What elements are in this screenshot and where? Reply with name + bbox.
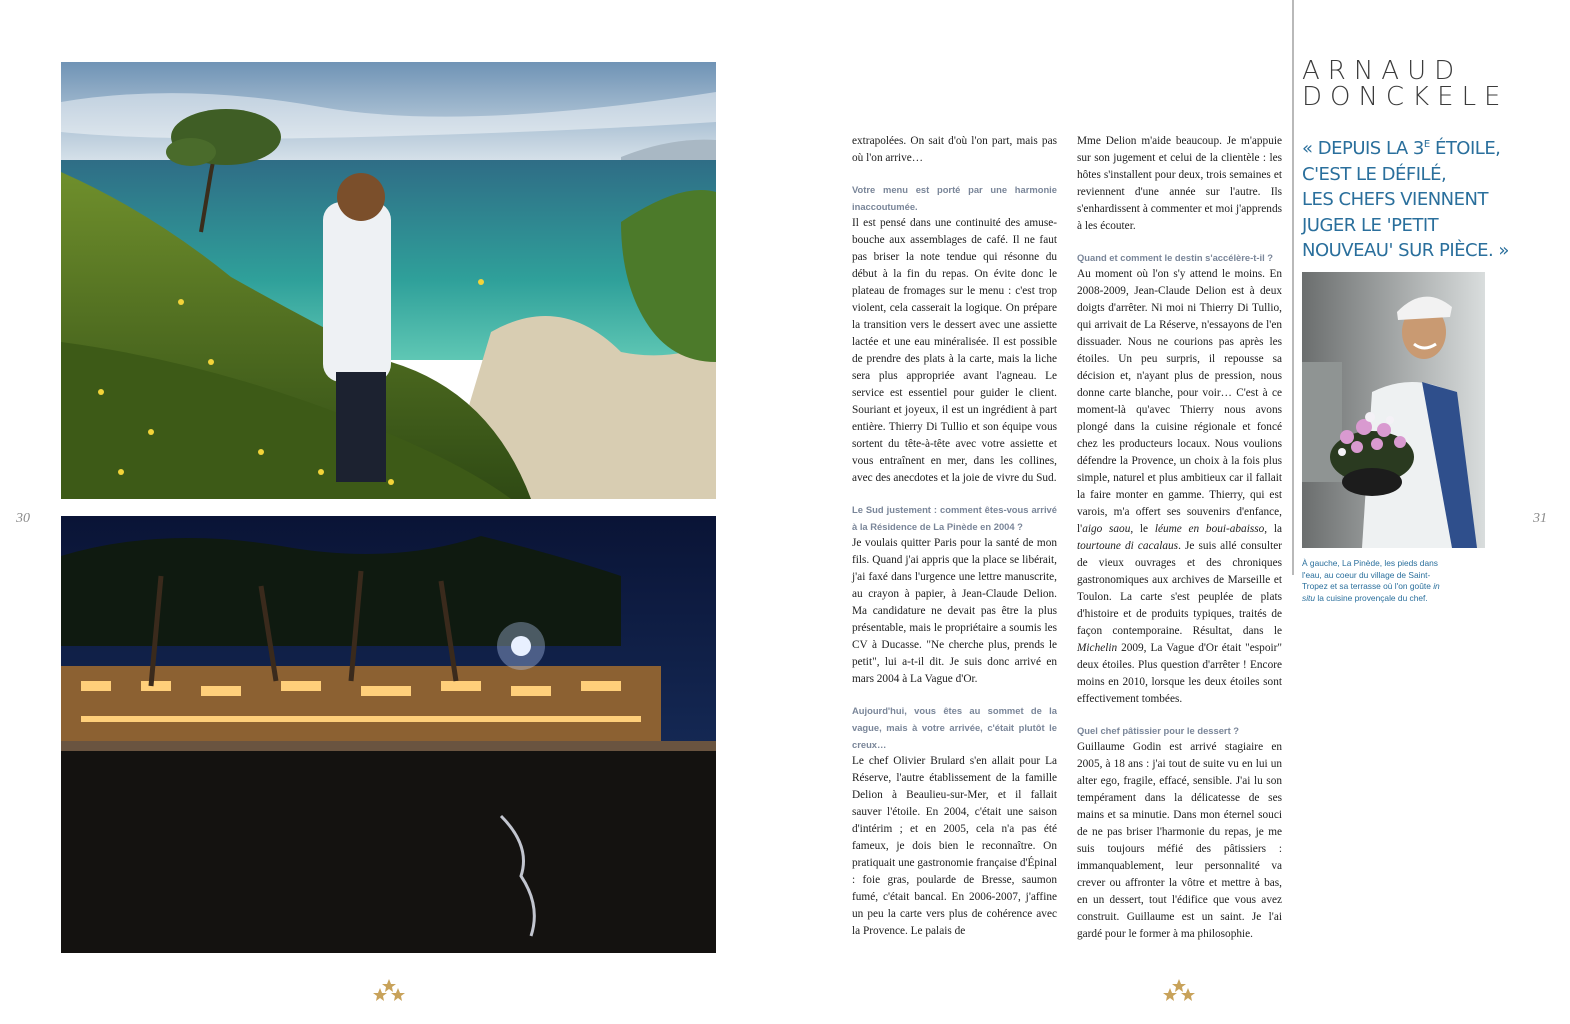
interview-answer: Le chef Olivier Brulard s'en allait pour La Réserve, l'autre établissement de la famille Delion à Beaulieu-sur-Mer, et il fallait sauver l'étoile. En 2004, c'était une saison d'intérim ; et en 2005, cela n'a pas été fameux, je dois bien le reconnaître. On pratiquait une gastronomie française d'Épinal : foie gras, poularde de Bresse, saumon fumé, c'était bancal. En 2006-2007, j'affine un peu la carte vers plus de cohérence avec la Provence. Le palais de — [852, 755, 1057, 937]
interview-answer: Au moment où l'on s'y attend le moins. En 2008-2009, Jean-Claude Delion est à deux doigts d'arrêter. Ni moi ni Thierry Di Tullio, qui arrivait de La Réserve, n'essayons de l'en dissuader. Nous ne courions pas après les étoiles. Un peu surpris, il repousse sa décision et, n'ayant plus de pression, nous donne carte blanche, pour voir… C'est à ce moment-là qu'avec Thierry nous avons plongé dans la cuisine régionale et foncé chez les producteurs locaux. Nous voulions défendre la Provence, un choix à la fois plus simple, naturel et plus ambitieux car il fallait la faire monter en gamme. Thierry, qui est varois, m'a offert ses souvenirs d'enfance, l'aigo saou, le léume en boui-abaisso, la tourtoune di cacalaus. Je suis allé consulter de vieux ouvrages et des chroniques gastronomiques aux archives de Marseille et Toulon. La carte s'est peuplée de plats d'histoire et de produits typiques, traités de façon contemporaine. Résultat, dans le Michelin 2009, La Vague d'Or était "espoir" deux étoiles. Plus question d'arrêter ! Encore moins en 2010, lorsque les deux étoiles sont effectivement tombées. — [1077, 268, 1283, 705]
article-column-1 — [852, 133, 1057, 940]
three-stars-icon — [373, 978, 405, 1002]
pull-quote-line: JUGER LE 'PETIT — [1302, 214, 1439, 236]
interview-answer: Je voulais quitter Paris pour la santé de mon fils. Quand j'ai appris que la place se libérait, j'ai faxé dans l'urgence une lettre manuscrite, au crayon à papier, à Jean-Claude Delion. Ma candidature ne devait pas être la plus présentable, mais le propriétaire a soumis les CV à Ducasse. "Ne cherche plus, prends le petit", lui a-t-il dit. Je suis donc arrivé en mars 2004 à La Vague d'Or. — [852, 537, 1057, 685]
page-number-right: 31 — [1533, 511, 1547, 526]
article-column-2 — [1077, 133, 1282, 943]
vertical-divider — [1292, 0, 1294, 575]
interview-question: Le Sud justement : comment êtes-vous arrivé à la Résidence de La Pinède en 2004 ? — [852, 504, 1057, 532]
pull-quote-line: C'EST LE DÉFILÉ, — [1302, 163, 1447, 185]
chef-among-wildflowers-above-sea-icon — [61, 62, 716, 499]
interview-question: Quand et comment le destin s'accélère-t-il ? — [1077, 252, 1274, 263]
photo-caption: À gauche, La Pinède, les pieds dans l'eau, au coeur du village de Saint-Tropez et sa terrasse où l'on goûte in situ la cuisine provençale du chef. — [1302, 558, 1440, 603]
interview-question: Quel chef pâtissier pour le dessert ? — [1077, 725, 1240, 736]
interview-answer: Il est pensé dans une continuité des amuse-bouche aux assemblages de café. Il ne faut pas briser la note tendue qui résonne du début à la fin du repas. On évite donc le plateau de fromages sur le menu : c'est trop violent, cela casserait la logique. On prépare la transition vers le dessert avec une assiette lactée et une eau minéralisée. Il est possible de prendre des plats à la carte, mais la liche sera plus appropriée avant l'agneau. Le service est essentiel pour guider le client. Souriant et joyeux, il est un ingrédient à part entière. Thierry Di Tullio et son équipe vous sortent du tête-à-tête avec votre assiette et vous entraînent en mer, dans les collines, avec des anecdotes et la joie de vivre du Sud. — [852, 217, 1057, 484]
three-stars-icon — [1163, 978, 1195, 1002]
chef-first-name: ARNAUD — [1302, 56, 1463, 86]
chef-name-heading — [1302, 58, 1508, 110]
interview-question: Aujourd'hui, vous êtes au sommet de la vague, mais à votre arrivée, c'était plutôt le creux… — [852, 705, 1057, 750]
interview-question: Votre menu est porté par une harmonie inaccoutumée. — [852, 184, 1057, 212]
page-number-left: 30 — [16, 511, 30, 526]
chef-holding-flowers-icon — [1302, 272, 1485, 548]
hotel-at-night-icon — [61, 516, 716, 953]
pull-quote — [1302, 132, 1562, 264]
pull-quote-line: LES CHEFS VIENNENT — [1302, 189, 1488, 210]
paragraph: Mme Delion m'aide beaucoup. Je m'appuie sur son jugement et celui de la clientèle : les hôtes s'installent pour deux, trois semaines et reviennent d'une année sur l'autre. Ils s'enhardissent à commenter et moi j'apprends à les écouter. — [1077, 135, 1282, 232]
chef-last-name: DONCKELE — [1302, 82, 1509, 112]
paragraph: extrapolées. On sait d'où l'on part, mais pas où l'on arrive… — [852, 135, 1057, 164]
interview-answer: Guillaume Godin est arrivé stagiaire en 2005, à 18 ans : j'ai tout de suite vu en lui un alter ego, fragile, effacé, sensible. J'ai lu son tempérament dans la délicatesse de ses mains et sa minutie. Dans mon éternel souci de ne pas briser l'harmonie du repas, je me suis toujours méfié des pâtissiers : immanquablement, leur personnalité va crever ou affronter la vôtre et mettre à bas, en un dessert, tout l'édifice que vous avez construit. Guillaume est un saint. Je l'ai gardé pour le former à ma philosophie. — [1077, 741, 1282, 940]
pull-quote-line: « DEPUIS LA $3^E$ ÉTOILE, — [1302, 138, 1501, 159]
pull-quote-line: NOUVEAU' SUR PIÈCE. » — [1302, 240, 1509, 261]
